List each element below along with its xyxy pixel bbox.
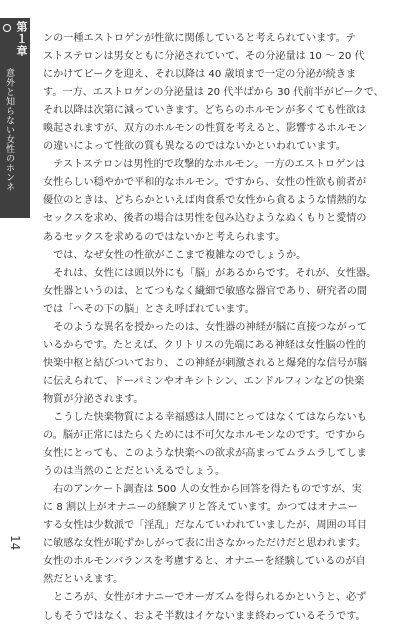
body-line: ところが、女性がオナニーでオーガズムを得られるかというと、必ず bbox=[43, 592, 367, 604]
body-line: 喚起されますが、双方のホルモンの性質を考えると、影響するホルモン bbox=[43, 123, 367, 135]
chapter-sidebar bbox=[0, 18, 30, 568]
body-line: うのは当然のことだといえるでしょう。 bbox=[43, 466, 226, 478]
body-line: あるセックスを求めるのではないかと考えられます。 bbox=[43, 231, 286, 243]
body-line: 女性にとっても、このような快楽への欲求が高まってムラムラしてしま bbox=[43, 448, 367, 460]
body-line: テストステロンは男性的で攻撃的なホルモン。一方のエストロゲンは bbox=[43, 159, 366, 171]
body-line: 右のアンケート調査は 500 人の女性から回答を得たものですが、実 bbox=[43, 484, 362, 496]
body-line: ストステロンは男女ともに分泌されていて、その分泌量は 10 〜 20 代 bbox=[43, 51, 365, 63]
section-title: 意外と知らない女性のホンネ bbox=[4, 68, 14, 192]
body-line: いるからです。たとえば、クリトリスの先端にある神経は女性脳の性的 bbox=[43, 339, 366, 351]
body-line: 物質が分泌されます。 bbox=[43, 393, 144, 405]
chapter-tab bbox=[0, 18, 30, 218]
page-number: 14 bbox=[8, 535, 22, 551]
body-line: す。一方、エストロゲンの分泌量は 20 代半ばから 30 代前半がピークで、 bbox=[43, 87, 384, 99]
body-line: それは、女性には頭以外にも「脳」があるからです。それが、女性器。 bbox=[43, 267, 377, 279]
body-line: 優位のときは、どちらかといえば肉食系で女性から貪るような情熱的な bbox=[43, 195, 367, 207]
body-line: 女性のホルモンバランスを考慮すると、オナニーを経験しているのが自 bbox=[43, 556, 366, 568]
body-text bbox=[43, 30, 385, 626]
body-line: それ以降は次第に減っていきます。どちらのホルモンが多くても性欲は bbox=[43, 105, 367, 117]
body-line: ンの一種エストロゲンが性欲に関係していると考えられています。テ bbox=[43, 33, 356, 44]
body-line: しもそうではなく、およそ半数はイケないまま終わっているそうです。 bbox=[43, 610, 366, 622]
body-line: セックスを求め、後者の場合は男性を包み込むようなぬくもりと愛情の bbox=[43, 213, 367, 225]
body-line: 然だといえます。 bbox=[43, 574, 124, 586]
body-line: 女性器というのは、とてつもなく繊細で敏感な器官であり、研究者の間 bbox=[43, 285, 367, 297]
body-line: に伝えられて、ドーパミンやオキシトシン、エンドルフィンなどの快楽 bbox=[43, 375, 365, 387]
body-line: こうした快楽物質による幸福感は人間にとってはなくてはならないも bbox=[43, 411, 367, 423]
body-line: する女性は少数派で「淫乱」だなんていわれていましたが、周囲の耳目 bbox=[43, 520, 367, 532]
body-line: では、なぜ女性の性欲がここまで複雑なのでしょうか。 bbox=[43, 249, 307, 261]
body-line: そのような異名を授かったのは、女性器の神経が脳に直接つながって bbox=[43, 321, 367, 333]
body-line: に 8 割以上がオナニーの経験アリと答えています。かつてはオナニー bbox=[43, 502, 358, 514]
body-line: 女性らしい穏やかで平和的なホルモン。ですから、女性の性欲も前者が bbox=[43, 177, 367, 189]
body-line: の違いによって性欲の質も異なるのではないかといわれています。 bbox=[43, 141, 346, 153]
body-line: では「へその下の脳」とさえ呼ばれています。 bbox=[43, 303, 255, 315]
body-line: の。脳が正常にはたらくためには不可欠なホルモンなのです。ですから bbox=[43, 430, 366, 442]
circle-marker-icon bbox=[3, 24, 11, 32]
body-line: にかけてピークを迎え、それ以降は 40 歳頃まで一定の分泌が続きま bbox=[43, 69, 357, 81]
body-line: に敏感な女性が恥ずかしがって表に出さなかっただけだと思われます。 bbox=[43, 538, 367, 550]
body-line: 快楽中枢と結びついており、この神経が刺激されると爆発的な信号が脳 bbox=[43, 357, 367, 369]
chapter-label: 第１章 bbox=[15, 21, 28, 57]
